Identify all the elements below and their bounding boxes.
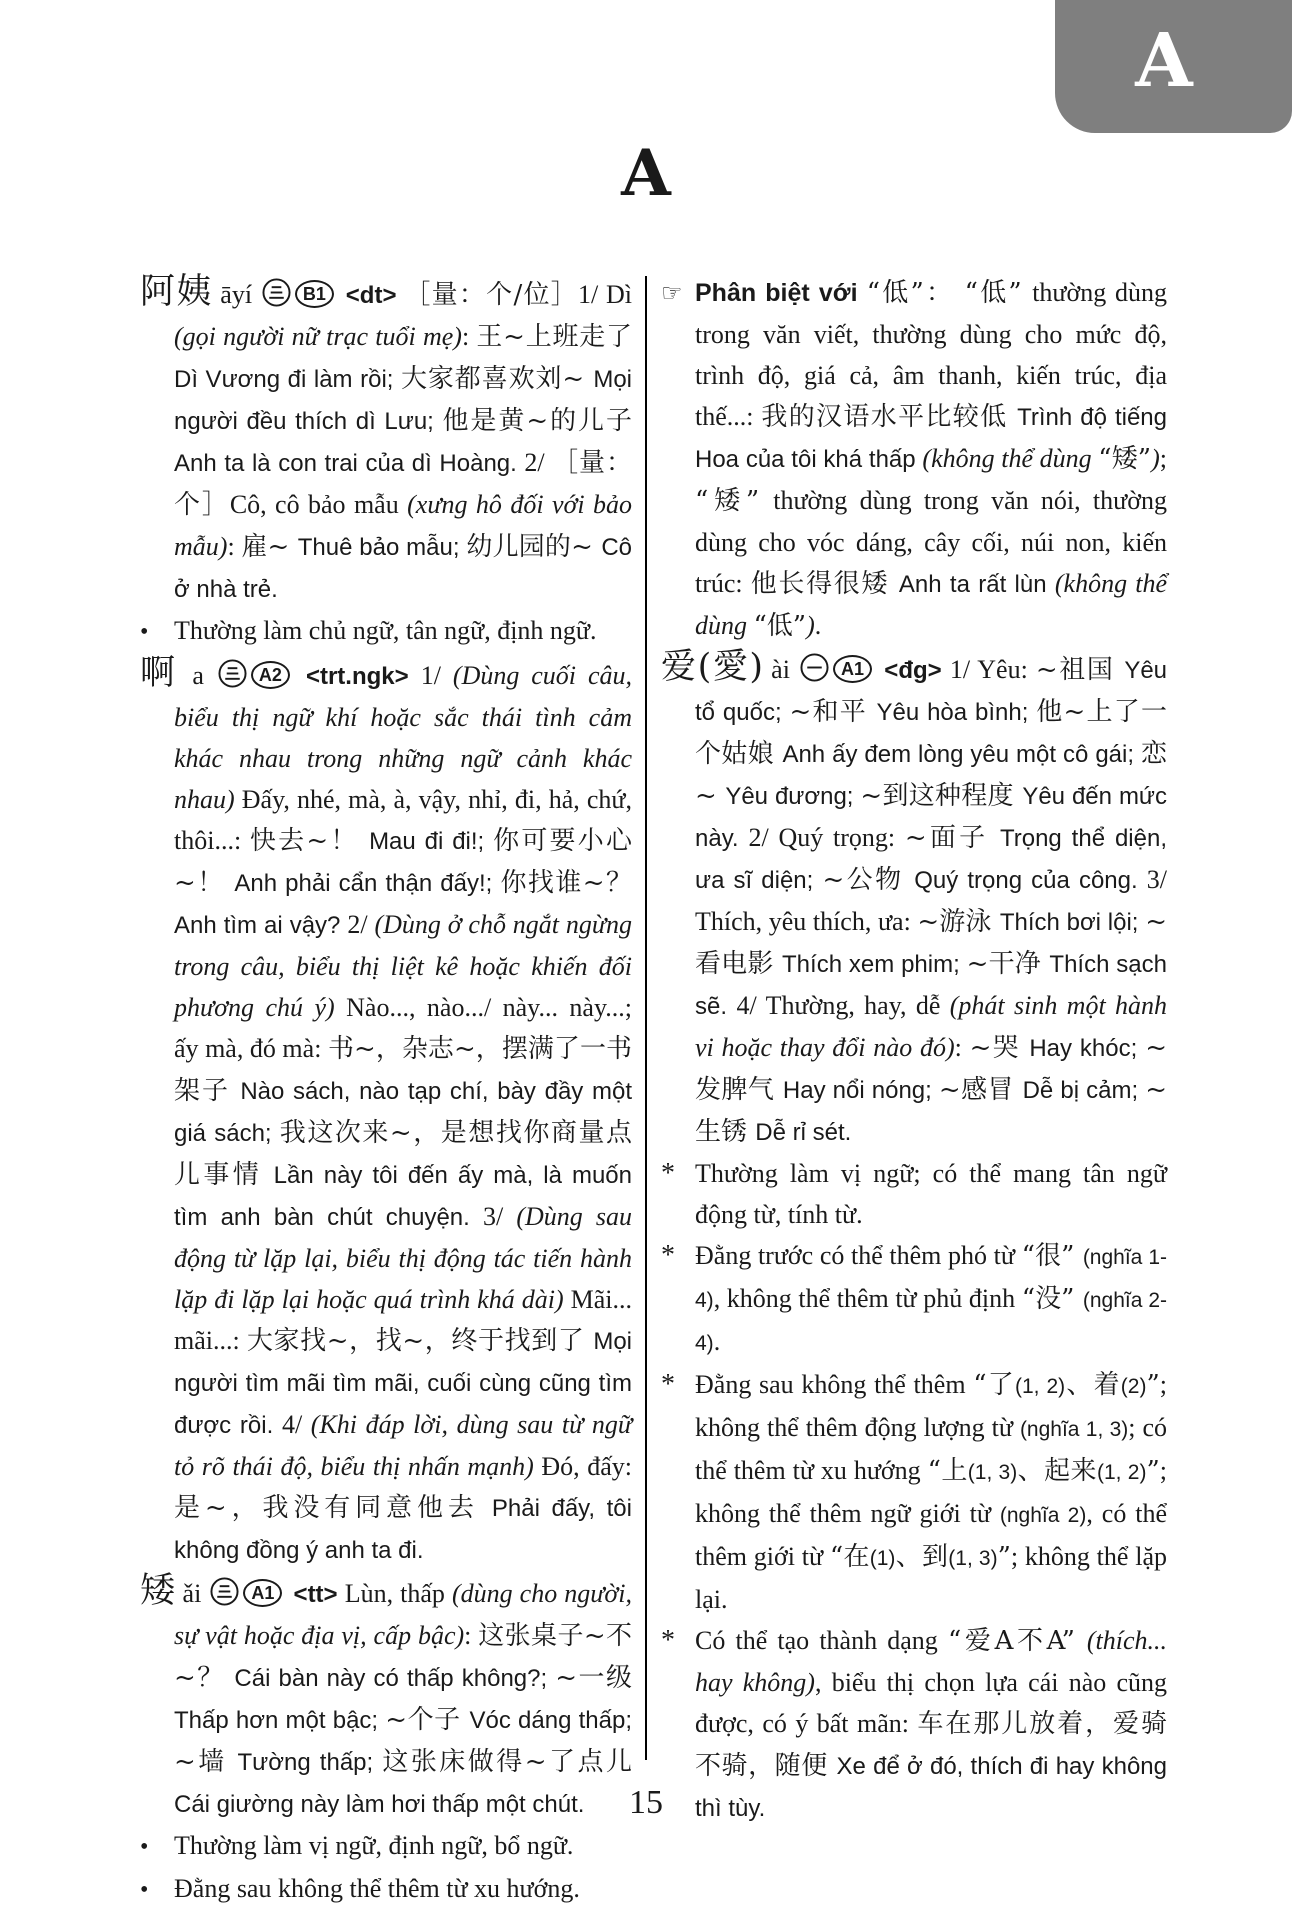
text-run: Thích bơi lội; [999, 909, 1146, 936]
text-run: ) [1151, 444, 1160, 473]
text-run: 你可要小心~！ [174, 826, 632, 898]
text-run: Yêu đương; [725, 783, 861, 810]
text-run: Đằng sau không thể thêm từ xu hướng. [174, 1874, 580, 1903]
text-run: ［量：个］ [174, 448, 632, 520]
text-run: ” [997, 1542, 1011, 1572]
text-run: : [954, 1033, 970, 1062]
text-run: 他长得很矮 [750, 569, 899, 599]
text-run: Anh ta là con trai của dì Hoàng. [174, 450, 525, 477]
text-run: (1, 2) [1097, 1461, 1147, 1484]
entry-a-yi [140, 272, 632, 610]
text-run: Mãi... mãi...: [174, 1285, 632, 1355]
text-run: thường dùng trong văn nói, thường dùng cho vóc dáng, cây cối, núi non, kiến trúc: [695, 486, 1167, 598]
text-run: , có thể thêm giới từ [695, 1499, 1167, 1571]
text-run: ~看电影 [695, 907, 1168, 979]
text-run: ~和平 [789, 697, 877, 727]
grammar-note [661, 1235, 1167, 1364]
text-run: 雇~ [241, 532, 298, 562]
text-run: ~祖国 [1035, 655, 1125, 685]
text-run: (Dùng ở chỗ ngắt ngừng trong câu, biểu thị liệt kê hoặc khiến đối phương chú ý) [174, 910, 633, 1022]
level-badge: A1 [833, 655, 872, 683]
text-run: Dễ rỉ sét. [755, 1119, 852, 1146]
text-run: (nghĩa 2) [999, 1504, 1087, 1527]
text-run: thường dùng trong văn viết, thường dùng cho mức độ, trình độ, giá cả, âm thanh, kiến trúc, địa thế...: [695, 278, 1167, 431]
text-run: (gọi người nữ trạc tuổi mẹ) [174, 322, 462, 351]
text-run: Trọng thể diện, ưa sĩ diện; [695, 825, 1168, 894]
entry-a [140, 653, 632, 1571]
text-run: ) [806, 611, 815, 640]
text-run: Lần này tôi đến ấy mà, là muốn tìm anh bàn chút chuyện. [174, 1162, 633, 1231]
text-run: 、起来 [1017, 1456, 1097, 1486]
text-run: “低”： “低” [866, 278, 1033, 308]
text-run: ~墙 [174, 1747, 238, 1777]
headword: 矮 [140, 1571, 176, 1611]
text-run: : [227, 532, 242, 561]
text-run: 王~上班走了 [476, 322, 632, 352]
text-run: 恋~ [695, 739, 1167, 811]
text-run: Tường thấp; [237, 1749, 383, 1776]
text-run: (phát sinh một hành vi hoặc thay đổi nào đó) [695, 991, 1168, 1062]
text-run: 车在那儿放着，爱骑不骑，随便 [695, 1709, 1167, 1781]
text-run: 2/ [524, 448, 553, 477]
text-run: 是~，我没有同意他去 [174, 1493, 492, 1523]
text-run: Anh ấy đem lòng yêu một cô gái; [782, 741, 1141, 768]
text-run: Thường làm vị ngữ, định ngữ, bổ ngữ. [174, 1831, 574, 1860]
text-run: Đấy, nhé, mà, à, vậy, nhỉ, đi, hả, chứ, thôi...: [174, 785, 632, 855]
text-run: Cái bàn này có thấp không?; [234, 1665, 556, 1692]
text-run: “爱A不A” [947, 1626, 1087, 1656]
text-run: Dễ bị cảm; [1022, 1077, 1146, 1104]
pointing-hand-icon: ☞ [661, 279, 683, 307]
text-run: Anh ta rất lùn [898, 571, 1055, 598]
text-run: , không thể thêm từ phủ định [713, 1284, 1022, 1313]
text-run: (không thể dùng [922, 444, 1099, 473]
text-run: (Dùng cuối câu, biểu thị ngữ khí hoặc sắc thái tình cảm khác nhau trong những ngữ cảnh khác nhau) [174, 661, 632, 814]
text-run: “低” [753, 611, 807, 641]
left-column [140, 272, 632, 1911]
text-run: Phải đấy, tôi không đồng ý anh ta đi. [174, 1495, 632, 1564]
text-run: ~生锈 [695, 1075, 1167, 1147]
text-run: 大家都喜欢刘~ [401, 364, 594, 394]
text-run: “很” [1021, 1241, 1083, 1271]
text-run: 你找谁~？ [500, 868, 632, 898]
text-run: Dì Vương đi làm rồi; [174, 366, 402, 393]
text-run: ~哭 [969, 1033, 1030, 1063]
text-run: Có thể tạo thành dạng [695, 1626, 948, 1655]
text-run: 我的汉语水平比较低 [761, 402, 1018, 432]
text-run: Đằng sau không thể thêm [695, 1370, 974, 1399]
right-column [661, 272, 1167, 1829]
text-run: ; không thể thêm động lượng từ [695, 1370, 1167, 1442]
usage-bullet [140, 1825, 632, 1868]
text-run: Thích sạch sẽ. [695, 951, 1167, 1020]
asterisk-marker: * [661, 1158, 675, 1189]
level-badge: A2 [251, 661, 290, 689]
text-run: Mọi người đều thích dì Lưu; [174, 366, 632, 435]
level-badge: B1 [295, 280, 334, 308]
text-run: Hay nổi nóng; [782, 1077, 939, 1104]
usage-bullet [140, 610, 632, 653]
text-run: 1/ Yêu: [949, 655, 1036, 684]
headword: 啊 [140, 653, 181, 693]
pos-tag: <tt> [286, 1581, 345, 1608]
section-tab-letter: A [1135, 18, 1193, 105]
distinction-label: Phân biệt với [695, 279, 867, 307]
text-run: “上 [927, 1456, 968, 1486]
text-run: (Dùng sau động từ lặp lại, biểu thị động tác tiến hành lặp đi lặp lại hoặc quá trình khá dài) [174, 1202, 632, 1314]
headword: 爱(愛) [661, 647, 764, 687]
text-run: Lùn, thấp [344, 1579, 452, 1608]
pos-tag: <đg> [876, 657, 950, 684]
text-run: 4/ Thường, hay, dễ [736, 991, 950, 1020]
pinyin: a [180, 661, 216, 690]
text-run: Mau đi đi!; [369, 828, 494, 855]
text-run: 2/ Quý trọng: [748, 823, 905, 852]
text-run: Yêu hòa bình; [876, 699, 1037, 726]
page-number: 15 [629, 1784, 663, 1821]
usage-bullet [140, 1868, 632, 1911]
text-run: “矮” [1098, 444, 1152, 474]
pinyin: āyí [212, 280, 260, 309]
text-run: 快去~！ [249, 826, 370, 856]
circled-one-icon [800, 653, 829, 682]
text-run: ; không thể thêm ngữ giới từ [695, 1456, 1167, 1528]
text-run: Trình độ tiếng Hoa của tôi khá thấp [695, 404, 1168, 473]
distinction-note [661, 272, 1167, 647]
text-run: “了 [973, 1370, 1015, 1400]
text-run: ~公物 [822, 865, 915, 895]
text-run: ; có thể thêm từ xu hướng [695, 1413, 1168, 1485]
text-run: Nào sách, nào tạp chí, bày đầy một giá sách; [174, 1078, 633, 1147]
text-run: 他是黄~的儿子 [442, 406, 632, 436]
text-run: ~个子 [385, 1705, 470, 1735]
pinyin: ǎi [175, 1579, 209, 1608]
text-run: (thích... hay không) [695, 1626, 1167, 1697]
asterisk-marker: * [661, 1369, 675, 1400]
text-run: Anh phải cẩn thận đấy!; [234, 870, 501, 897]
text-run: Thấp hơn một bậc; [174, 1707, 386, 1734]
bullet-icon: • [140, 1877, 149, 1903]
headword: 阿姨 [140, 272, 213, 312]
text-run: 3/ Thích, yêu thích, ưa: [695, 865, 1167, 936]
text-run: 3/ [483, 1202, 517, 1231]
text-run: ” [1146, 1370, 1160, 1400]
text-run: (dùng cho người, sự vật hoặc địa vị, cấp bậc) [174, 1579, 632, 1650]
text-run: ~发脾气 [695, 1033, 1167, 1105]
text-run: Thường làm chủ ngữ, tân ngữ, định ngữ. [174, 616, 597, 645]
text-run: Yêu đến mức này. [695, 783, 1167, 852]
text-run: , biểu thị chọn lựa cái nào cũng được, có ý bất mãn: [695, 1668, 1167, 1738]
text-run: ~感冒 [938, 1075, 1023, 1105]
text-run: : [464, 1621, 479, 1650]
level-badge: A1 [243, 1579, 282, 1607]
text-run: Mọi người tìm mãi tìm mãi, cuối cùng cũng tìm được rồi. [174, 1328, 632, 1439]
text-run: Thuê bảo mẫu; [297, 534, 467, 561]
text-run: ［量：个/位］ [404, 280, 578, 310]
circled-three-icon [262, 278, 291, 307]
text-run: Đằng trước có thể thêm phó từ [695, 1241, 1022, 1270]
text-run: : [461, 322, 477, 351]
text-run: 他~上了一个姑娘 [695, 697, 1167, 769]
bullet-icon: • [140, 619, 149, 645]
text-run: (1) [869, 1547, 896, 1570]
text-run: “在 [829, 1542, 870, 1572]
text-run: Vóc dáng thấp; [469, 1707, 632, 1734]
text-run: (nghĩa 2-4) [695, 1289, 1167, 1355]
text-run: 、到 [895, 1542, 949, 1572]
text-run: ~到这种程度 [860, 781, 1023, 811]
text-run: “矮” [695, 486, 774, 516]
text-run: (không thể dùng [695, 569, 1167, 640]
text-run: (2) [1120, 1375, 1147, 1398]
text-run: Cái giường này làm hơi thấp một chút. [174, 1791, 585, 1818]
circled-three-icon [218, 659, 247, 688]
text-run: ; [1159, 444, 1167, 473]
text-run: Cô ở nhà trẻ. [174, 534, 632, 603]
text-run: Thích xem phim; [782, 951, 967, 978]
asterisk-marker: * [661, 1625, 675, 1656]
text-run: (Khi đáp lời, dùng sau từ ngữ tỏ rõ thái độ, biểu thị nhấn mạnh) [174, 1410, 633, 1481]
text-run: ~面子 [904, 823, 1000, 853]
bullet-icon: • [140, 1834, 149, 1860]
text-run: 1/ [420, 661, 453, 690]
text-run: 2/ [347, 910, 375, 939]
section-letter-heading: A [621, 136, 671, 211]
column-divider [645, 276, 647, 1760]
text-run: 1/ Dì [578, 280, 632, 309]
text-run: (nghĩa 1, 3) [1019, 1418, 1129, 1441]
text-run: Đó, đấy: [541, 1452, 633, 1481]
text-run: 幼儿园的~ [466, 532, 602, 562]
text-run: ~游泳 [917, 907, 1000, 937]
text-run: ~干净 [966, 949, 1050, 979]
text-run: ~一级 [555, 1663, 632, 1693]
text-run: ; không thể lặp lại. [695, 1542, 1168, 1614]
text-run: Anh tìm ai vậy? [174, 912, 348, 939]
text-run: Quý trọng của công. [914, 867, 1147, 894]
text-run: 这张桌子~不~？ [174, 1621, 633, 1693]
text-run: Nào..., nào.../ này... này...; ấy mà, đó mà: [174, 993, 632, 1063]
text-run: 这张床做得~了点儿 [382, 1747, 632, 1777]
text-run: Hay khóc; [1029, 1035, 1146, 1062]
text-run: (1, 3) [967, 1461, 1018, 1484]
text-run: (nghĩa 1-4) [695, 1246, 1167, 1312]
text-run: (xưng hô đối với bảo mẫu) [174, 490, 632, 561]
circled-three-icon [210, 1577, 239, 1606]
text-run: 我这次来~，是想找你商量点儿事情 [174, 1118, 632, 1190]
entry-ai-love [661, 647, 1167, 1153]
grammar-note [661, 1153, 1167, 1235]
text-run: . [814, 611, 822, 640]
text-run: Xe để ở đó, thích đi hay không thì tùy. [695, 1753, 1167, 1822]
text-run: 大家找~，找~，终于找到了 [246, 1326, 594, 1356]
asterisk-marker: * [661, 1240, 675, 1271]
section-tab [1055, 0, 1292, 133]
text-run: 4/ [281, 1410, 311, 1439]
pos-tag: <dt> [337, 282, 405, 309]
text-run: Cô, cô bảo mẫu [229, 490, 408, 519]
text-run: (1, 2) [1014, 1375, 1066, 1398]
text-run: Yêu tổ quốc; [695, 657, 1168, 726]
text-run: “没” [1021, 1284, 1083, 1314]
text-run: ” [1146, 1456, 1160, 1486]
text-run: . [713, 1327, 721, 1356]
grammar-note [661, 1364, 1167, 1620]
pos-tag: <trt.ngk> [293, 663, 421, 690]
text-run: 、着 [1065, 1370, 1121, 1400]
text-run: (1, 3) [948, 1547, 998, 1570]
text-run: 书~，杂志~，摆满了一书架子 [174, 1034, 632, 1106]
pinyin: ài [763, 655, 799, 684]
text-run: Thường làm vị ngữ; có thể mang tân ngữ động từ, tính từ. [695, 1159, 1167, 1229]
